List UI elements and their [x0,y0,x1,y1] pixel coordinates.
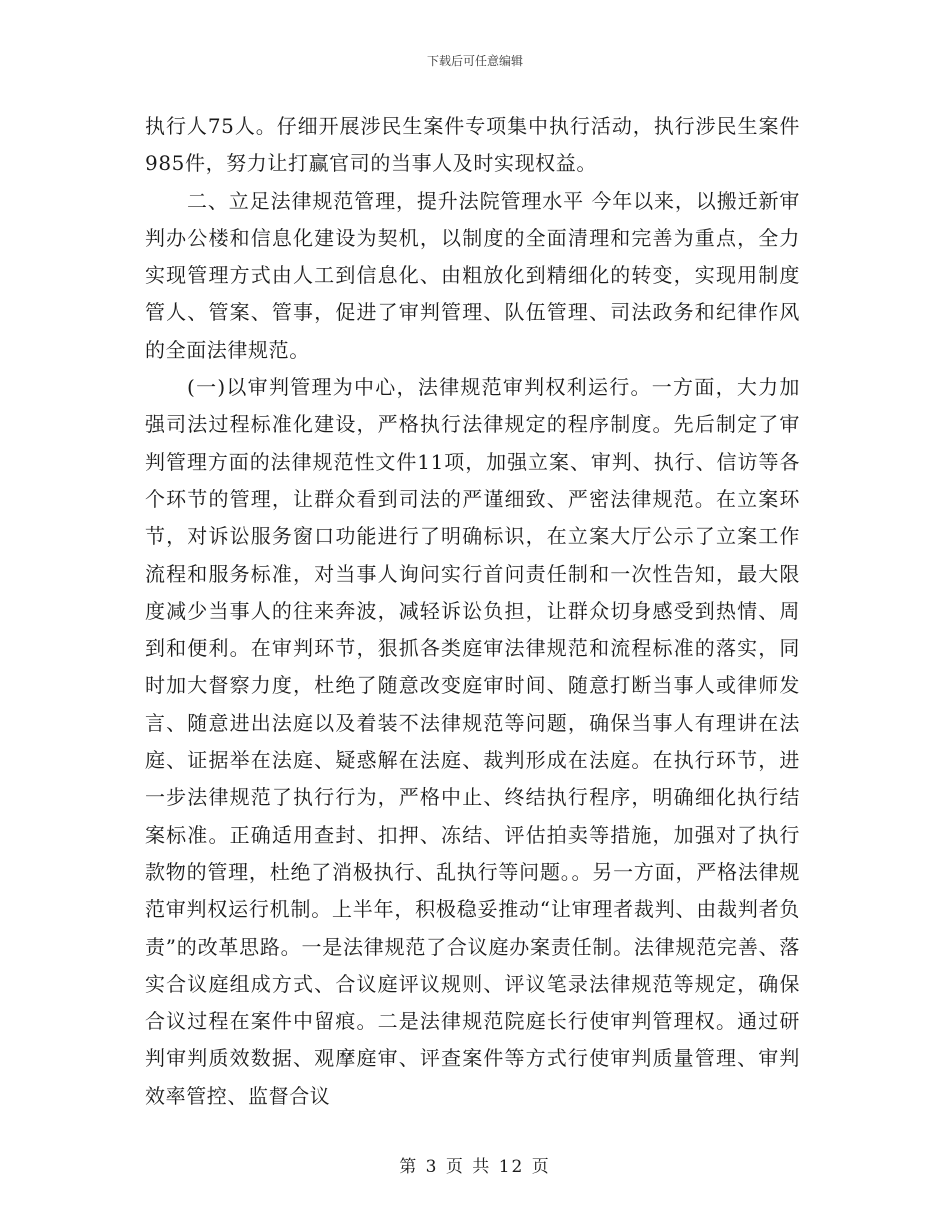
document-body [145,108,800,1115]
page-number: 第 3 页 共 12 页 [399,1157,551,1177]
paragraph-section-two: 二、立足法律规范管理，提升法院管理水平 今年以来，以搬迁新审判办公楼和信息化建设为契机，以制度的全面清理和完善为重点，全力实现管理方式由人工到信息化、由粗放化到精细化的转变，实现用制度管人、管案、管事，促进了审判管理、队伍管理、司法政务和纪律作风的全面法律规范。 [145,188,800,362]
header-note: 下载后可任意编辑 [426,54,523,68]
paragraph-subsection-one: (一)以审判管理为中心，法律规范审判权利运行。一方面，大力加强司法过程标准化建设，严格执行法律规定的程序制度。先后制定了审判管理方面的法律规范性文件11项，加强立案、审判、执行、信访等各个环节的管理，让群众看到司法的严谨细致、严密法律规范。在立案环节，对诉讼服务窗口功能进行了明确标识，在立案大厅公示了立案工作流程和服务标准，对当事人询问实行首问责任制和一次性告知，最大限度减少当事人的往来奔波，减轻诉讼负担，让群众切身感受到热情、周到和便利。在审判环节，狠抓各类庭审法律规范和流程标准的落实，同时加大督察力度，杜绝了随意改变庭审时间、随意打断当事人或律师发言、随意进出法庭以及着装不法律规范等问题，确保当事人有理讲在法庭、证据举在法庭、疑惑解在法庭、裁判形成在法庭。在执行环节，进一步法律规范了执行行为，严格中止、终结执行程序，明确细化执行结案标准。正确适用查封、扣押、冻结、评估拍卖等措施，加强对了执行款物的管理，杜绝了消极执行、乱执行等问题。。另一方面，严格法律规范审判权运行机制。上半年，积极稳妥推动“让审理者裁判、由裁判者负责”的改革思路。一是法律规范了合议庭办案责任制。法律规范完善、落实合议庭组成方式、合议庭评议规则、评议笔录法律规范等规定，确保合议过程在案件中留痕。二是法律规范院庭长行使审判管理权。通过研判审判质效数据、观摩庭审、评查案件等方式行使审判质量管理、审判效率管控、监督合议 [145,375,800,1108]
paragraph-continuation: 执行人75人。仔细开展涉民生案件专项集中执行活动，执行涉民生案件985件，努力让打赢官司的当事人及时实现权益。 [145,114,800,176]
